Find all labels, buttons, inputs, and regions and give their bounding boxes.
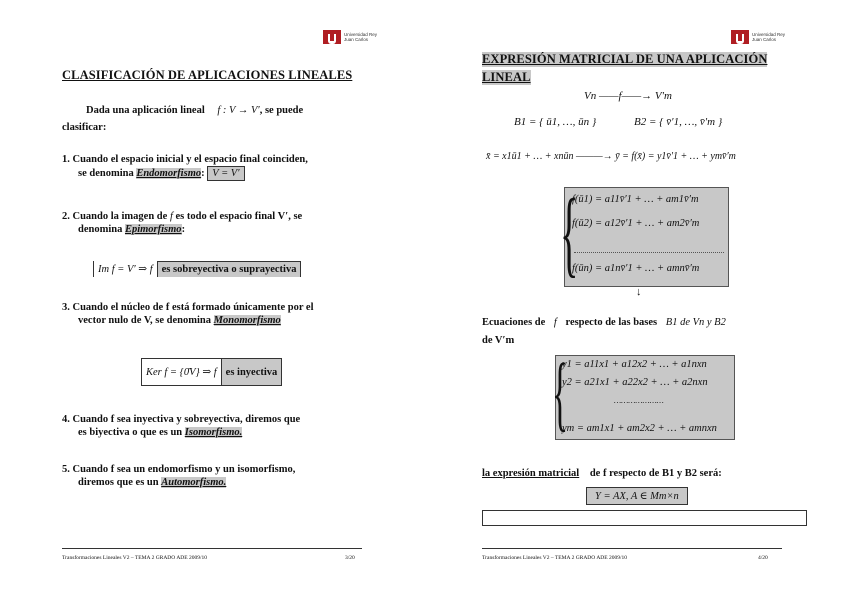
ecuaciones-paragraph: Ecuaciones de f respecto de las bases B1 de Vn y B2	[482, 317, 726, 328]
empty-answer-box	[482, 510, 807, 526]
endo-formula-box: V = V′	[207, 166, 244, 181]
ecuaciones-paragraph-cont: de V′m	[482, 335, 515, 346]
basis-b2: B2 = { v̄′1, …, v̄′m }	[634, 116, 723, 128]
monomorfismo-box: Ker f = {0̄V} ⇒ f es inyectiva	[141, 358, 282, 386]
university-logo	[731, 30, 796, 44]
footer-rule	[482, 548, 782, 549]
university-logo	[323, 30, 388, 44]
logo-text: Universidad Rey Juan Carlos	[752, 32, 786, 42]
page-title: CLASIFICACIÓN DE APLICACIONES LINEALES	[62, 68, 353, 82]
university-shield-icon	[323, 30, 341, 44]
epimorfismo-box: Im f = V′ ⇒ f es sobreyectiva o suprayectiva	[93, 261, 301, 277]
logo-text: Universidad Rey Juan Carlos	[344, 32, 378, 42]
basis-b1: B1 = { ū1, …, ūn }	[514, 116, 597, 128]
term-automorfismo: Automorfismo.	[161, 477, 227, 488]
dots-separator	[574, 252, 724, 253]
x-equation: x̄ = x1ū1 + … + xnūn ———→ ȳ = f(x̄) = y1v̄′1 + … + ymv̄′m	[486, 151, 736, 162]
list-item-3: 3. Cuando el núcleo de f está formado únicamente por el vector nulo de V, se denomina Monomorfismo	[62, 302, 314, 326]
coord-dots: …………………	[614, 396, 664, 405]
list-item-5: 5. Cuando f sea un endomorfismo y un isomorfismo, diremos que es un Automorfismo.	[62, 464, 296, 488]
image-eq-1: f(ū1) = a11v̄′1 + … + am1v̄′m	[572, 194, 699, 205]
coord-eq-1: y1 = a11x1 + a12x2 + … + a1nxn	[562, 359, 707, 370]
image-eq-2: f(ū2) = a12v̄′1 + … + am2v̄′m	[572, 218, 700, 229]
right-page	[424, 0, 848, 599]
left-brace: {	[560, 179, 579, 286]
matrix-paragraph: la expresión matricial de f respecto de B1 y B2 será:	[482, 468, 722, 479]
term-monomorfismo: Monomorfismo	[213, 315, 281, 326]
map-equation: Vn ——f——→ V′m	[584, 90, 672, 102]
intro-paragraph: Dada una aplicación lineal f : V → V′, se puede	[86, 105, 304, 116]
footer-text: Transformaciones Lineales V2 – TEMA 2 GRADO ADE 2009/10	[62, 555, 208, 561]
coord-eq-m: ym = am1x1 + am2x2 + … + amnxn	[562, 423, 717, 434]
coord-eq-2: y2 = a21x1 + a22x2 + … + a2nxn	[562, 377, 708, 388]
term-isomorfismo: Isomorfismo.	[184, 427, 243, 438]
page-number: 3/20	[345, 555, 355, 561]
page-title-line1: EXPRESIÓN MATRICIAL DE UNA APLICACIÓN	[482, 52, 768, 66]
list-item-2: 2. Cuando la imagen de f es todo el espacio final V′, se denomina Epimorfismo:	[62, 211, 303, 235]
term-epimorfismo: Epimorfismo	[124, 224, 182, 235]
list-item-4: 4. Cuando f sea inyectiva y sobreyectiva, diremos que es biyectiva o que es un Isomorfismo.	[62, 414, 301, 438]
term-endomorfismo: Endomorfismo	[136, 168, 202, 179]
page-number: 4/20	[758, 555, 768, 561]
university-shield-icon	[731, 30, 749, 44]
footer-text: Transformaciones Lineales V2 – TEMA 2 GRADO ADE 2009/10	[482, 555, 628, 561]
intro-paragraph-cont: clasificar:	[62, 122, 107, 133]
left-brace: {	[552, 347, 569, 440]
footer-rule	[62, 548, 362, 549]
list-item-1: 1. Cuando el espacio inicial y el espacio final coinciden, se denomina Endomorfismo: V = V′	[62, 154, 308, 179]
down-arrow-icon: ↓	[636, 286, 642, 298]
matrix-equation-box: Y = AX, A ∈ Mm×n	[586, 487, 688, 505]
page-title-line2: LINEAL	[482, 70, 531, 84]
image-eq-n: f(ūn) = a1nv̄′1 + … + amnv̄′m	[572, 263, 700, 274]
